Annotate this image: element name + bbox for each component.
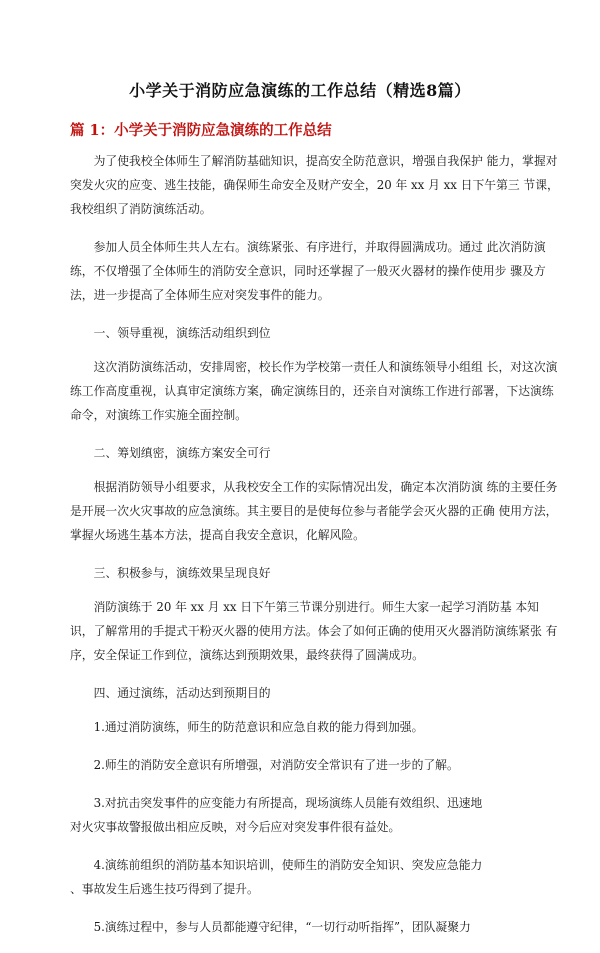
paragraph-intro: 为了使我校全体师生了解消防基础知识，提高安全防范意识，增强自我保护 能力，掌握对突发火灾的应变、逃生技能，确保师生命安全及财产安全，20 年 xx 月 xx 日下午第三 节课，我校组织了消防演练活动。	[70, 154, 559, 216]
list-item-4-line-1: 4.演练前组织的消防基本知识培训，使师生的消防安全知识、突发应急能力	[93, 858, 483, 872]
heading-leadership: 一、领导重视，演练活动组织到位	[93, 326, 271, 340]
heading-participation: 三、积极参与，演练效果呈现良好	[93, 566, 271, 580]
paragraph-participants: 参加人员全体师生共人左右。演练紧张、有序进行，并取得圆满成功。通过 此次消防演练，不仅增强了全体师生的消防安全意识，同时还掌握了一般灭火器材的操作使用步 骤及方法，进一步提高了全体师生应对突发事件的能力。	[70, 240, 546, 302]
paragraph-leadership: 这次消防演练活动，安排周密，校长作为学校第一责任人和演练领导小组组 长，对这次演练工作高度重视，认真审定演练方案，确定演练目的，还亲自对演练工作进行部署，下达演练命令，对演练工作实施全面控制。	[70, 360, 558, 422]
list-item-3-line-1: 3.对抗击突发事件的应变能力有所提高，现场演练人员能有效组织、迅速地	[93, 796, 483, 810]
heading-planning: 二、筹划缜密，演练方案安全可行	[93, 446, 271, 460]
list-item-5: 5.演练过程中，参与人员都能遵守纪律，“一切行动听指挥”，团队凝聚力	[93, 920, 471, 934]
list-item-4	[70, 853, 560, 901]
document-title: 小学关于消防应急演练的工作总结（精选8篇）	[129, 81, 471, 100]
document-body	[70, 149, 560, 953]
list-item-4-line-2: 、事故发生后逃生技巧得到了提升。	[70, 882, 259, 896]
paragraph-planning: 根据消防领导小组要求，从我校安全工作的实际情况出发，确定本次消防演 练的主要任务是开展一次火灾事故的应急演练。其主要目的是使每位参与者能学会灭火器的正确 使用方法，掌握火场逃生基本方法，提高自我安全意识，化解风险。	[70, 480, 558, 542]
list-item-1: 1.通过消防演练，师生的防范意识和应急自救的能力得到加强。	[93, 720, 424, 734]
paragraph-participation: 消防演练于 20 年 xx 月 xx 日下午第三节课分别进行。师生大家一起学习消防基 本知识，了解常用的手提式干粉灭火器的使用方法。体会了如何正确的使用灭火器消防演练紧张 有序，安全保证工作到位，演练达到预期效果，最终获得了圆满成功。	[70, 600, 558, 662]
heading-results: 四、通过演练，活动达到预期目的	[93, 686, 271, 700]
list-item-3-line-2: 对火灾事故警报做出相应反映，对今后应对突发事件很有益处。	[70, 820, 401, 834]
list-item-2: 2.师生的消防安全意识有所增强，对消防安全常识有了进一步的了解。	[93, 758, 459, 772]
section-title: 篇 1：小学关于消防应急演练的工作总结	[70, 122, 332, 139]
list-item-3	[70, 791, 560, 839]
